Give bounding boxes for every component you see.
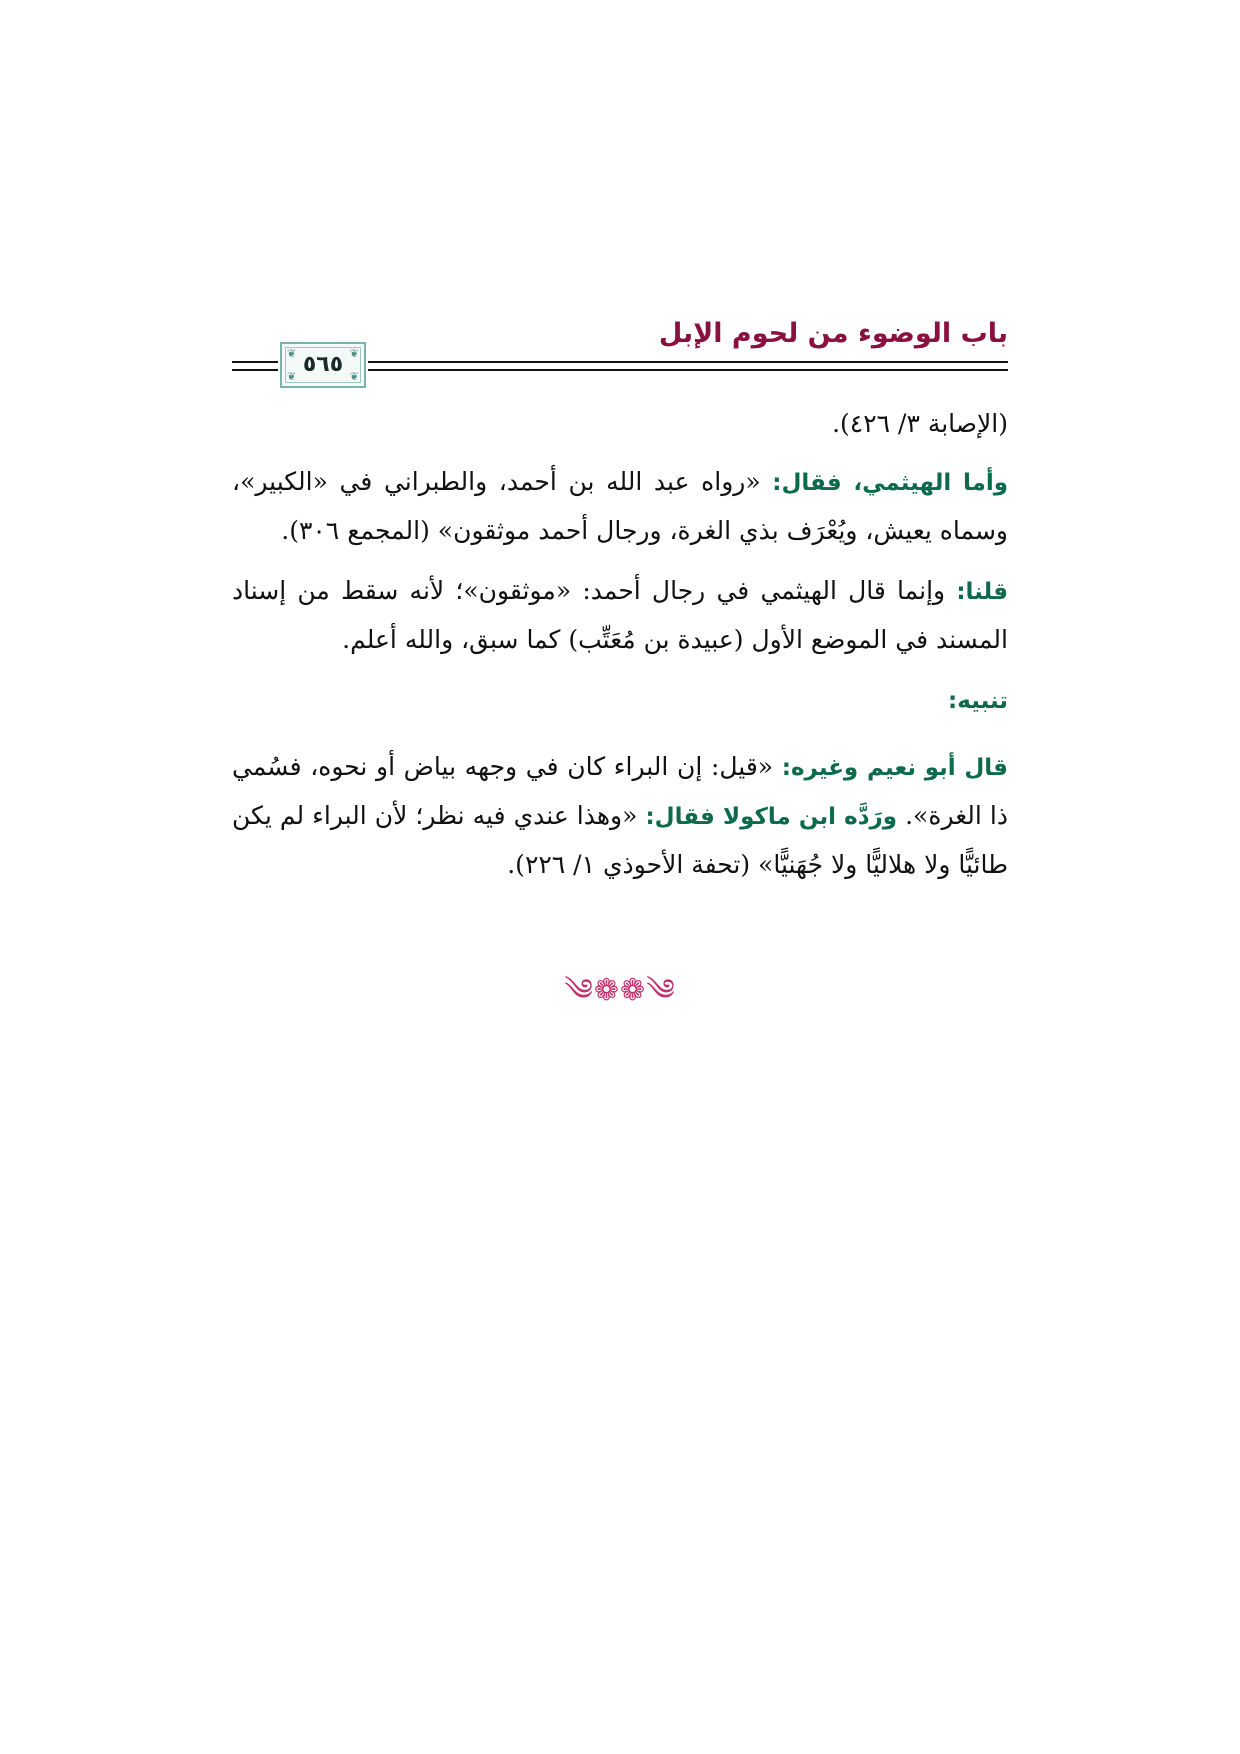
paragraph-haythami (232, 458, 1008, 555)
header-rule-right-top (368, 361, 1008, 363)
citation-line: (الإصابة ٣/ ٤٢٦). (832, 409, 1008, 438)
paragraph-qulna (232, 567, 1008, 664)
frame-corner-ornament-icon: ❦ (287, 347, 297, 360)
paragraph-label: ورَدَّه ابن ماكولا فقال: (645, 804, 898, 830)
header-rule-left-bottom (232, 369, 278, 371)
frame-corner-ornament-icon: ❦ (349, 347, 359, 360)
paragraph-text: «رواه عبد الله بن أحمد، والطبراني في «الكبير»، وسماه يعيش، ويُعْرَف بذي الغرة، ورجال أحمد موثقون» (المجمع ٣٠٦). (232, 467, 1008, 545)
paragraph-text: وإنما قال الهيثمي في رجال أحمد: «موثقون»؛ لأنه سقط من إسناد المسند في الموضع الأول (عبيدة بن مُعَتِّب) كما سبق، والله أعلم. (232, 576, 1008, 654)
paragraph-text: «وهذا عندي فيه نظر؛ لأن البراء لم يكن طائيًّا ولا هلاليًّا ولا جُهَنيًّا» (تحفة الأحوذي ١/ ٢٢٦). (232, 801, 1008, 879)
frame-corner-ornament-icon: ❦ (349, 370, 359, 383)
paragraph-label: وأما الهيثمي، فقال: (772, 470, 1009, 496)
header-rule-right-bottom (368, 369, 1008, 371)
section-divider-ornament-icon: ༄❁❁༄ (564, 973, 676, 1008)
frame-corner-ornament-icon: ❦ (287, 370, 297, 383)
paragraph-label: قلنا: (956, 579, 1008, 605)
page-body (232, 400, 1008, 901)
page-number: ٥٦٥ (302, 352, 344, 377)
chapter-title: باب الوضوء من لحوم الإبل (658, 318, 1008, 349)
note-heading (232, 676, 1008, 725)
paragraph-label: قال أبو نعيم وغيره: (781, 755, 1008, 781)
header-rule-left-top (232, 361, 278, 363)
page-header (232, 318, 1008, 388)
page-number-frame (280, 342, 366, 388)
note-heading-label: تنبيه: (948, 688, 1008, 714)
paragraph-text: «قيل: إن البراء كان في وجهه بياض أو نحوه، فسُمي ذا الغرة». (232, 752, 1008, 830)
paragraph-note (232, 743, 1008, 889)
